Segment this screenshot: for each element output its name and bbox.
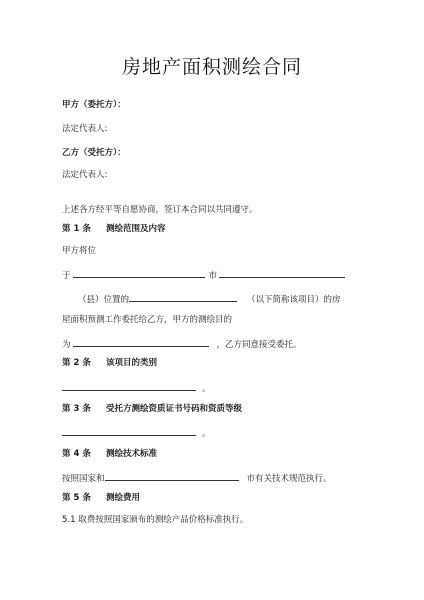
article-1-line-3-suffix: （以下简称该项目）的房 xyxy=(247,295,341,305)
party-b-label: 乙方（受托方）： xyxy=(62,148,126,158)
article-4-line-prefix: 按照国家和 xyxy=(62,474,105,484)
article-1-line-2-prefix: 于 xyxy=(62,271,71,281)
article-2-end: 。 xyxy=(202,384,211,394)
article-1-line-2-mid: 市 xyxy=(208,271,218,281)
article-4-line xyxy=(62,471,332,485)
article-1-line-4: 屋面积预测工作委托给乙方，甲方的测绘目的 xyxy=(62,315,233,325)
article-1-title: 测绘范围及内容 xyxy=(106,224,166,234)
article-1-line-3-prefix: （县）位置的 xyxy=(78,295,130,305)
party-b-representative: 法定代表人: xyxy=(62,170,108,180)
party-a-label: 甲方（委托方）： xyxy=(62,100,126,110)
article-2-number: 第 2 条 xyxy=(62,358,91,368)
article-4-title: 测绘技术标准 xyxy=(106,449,158,459)
article-1-heading xyxy=(62,224,166,235)
article-4-number: 第 4 条 xyxy=(62,449,91,459)
article-3-title: 受托方测绘资质证书号码和资质等级 xyxy=(106,404,243,414)
article-5-title: 测绘费用 xyxy=(106,493,141,503)
article-1-number: 第 1 条 xyxy=(62,224,91,234)
purpose-blank xyxy=(73,337,209,347)
article-1-line-3 xyxy=(78,292,341,306)
category-blank xyxy=(62,381,196,391)
location-blank xyxy=(73,268,205,278)
party-a-representative: 法定代表人: xyxy=(62,124,108,134)
article-1-line-2 xyxy=(62,268,345,282)
article-5-heading xyxy=(62,493,140,504)
project-blank xyxy=(129,292,237,302)
article-2-title: 该项目的类别 xyxy=(106,358,158,368)
article-5-number: 第 5 条 xyxy=(62,493,91,503)
article-3-end: 。 xyxy=(202,429,211,439)
article-2-heading xyxy=(62,358,157,369)
article-3-number: 第 3 条 xyxy=(62,404,91,414)
article-4-heading xyxy=(62,449,157,460)
article-4-line-suffix: 市有关技术规范执行。 xyxy=(246,474,332,484)
article-1-line-1: 甲方将位 xyxy=(62,246,97,256)
article-1-line-5-prefix: 为 xyxy=(62,340,71,350)
article-5-line-1: 5.1 取费按照国家颁布的测绘产品价格标准执行。 xyxy=(62,515,249,525)
article-3-line xyxy=(62,426,211,440)
city-blank xyxy=(219,268,345,278)
article-3-heading xyxy=(62,404,242,415)
article-1-line-5 xyxy=(62,337,302,351)
standard-city-blank xyxy=(105,471,239,481)
qualification-blank xyxy=(62,426,196,436)
document-title: 房地产面积测绘合同 xyxy=(121,56,302,78)
article-2-line xyxy=(62,381,211,395)
preamble: 上述各方经平等自愿协商，签订本合同以共同遵守。 xyxy=(62,205,258,215)
article-1-line-5-suffix: ，乙方同意接受委托。 xyxy=(216,340,302,350)
